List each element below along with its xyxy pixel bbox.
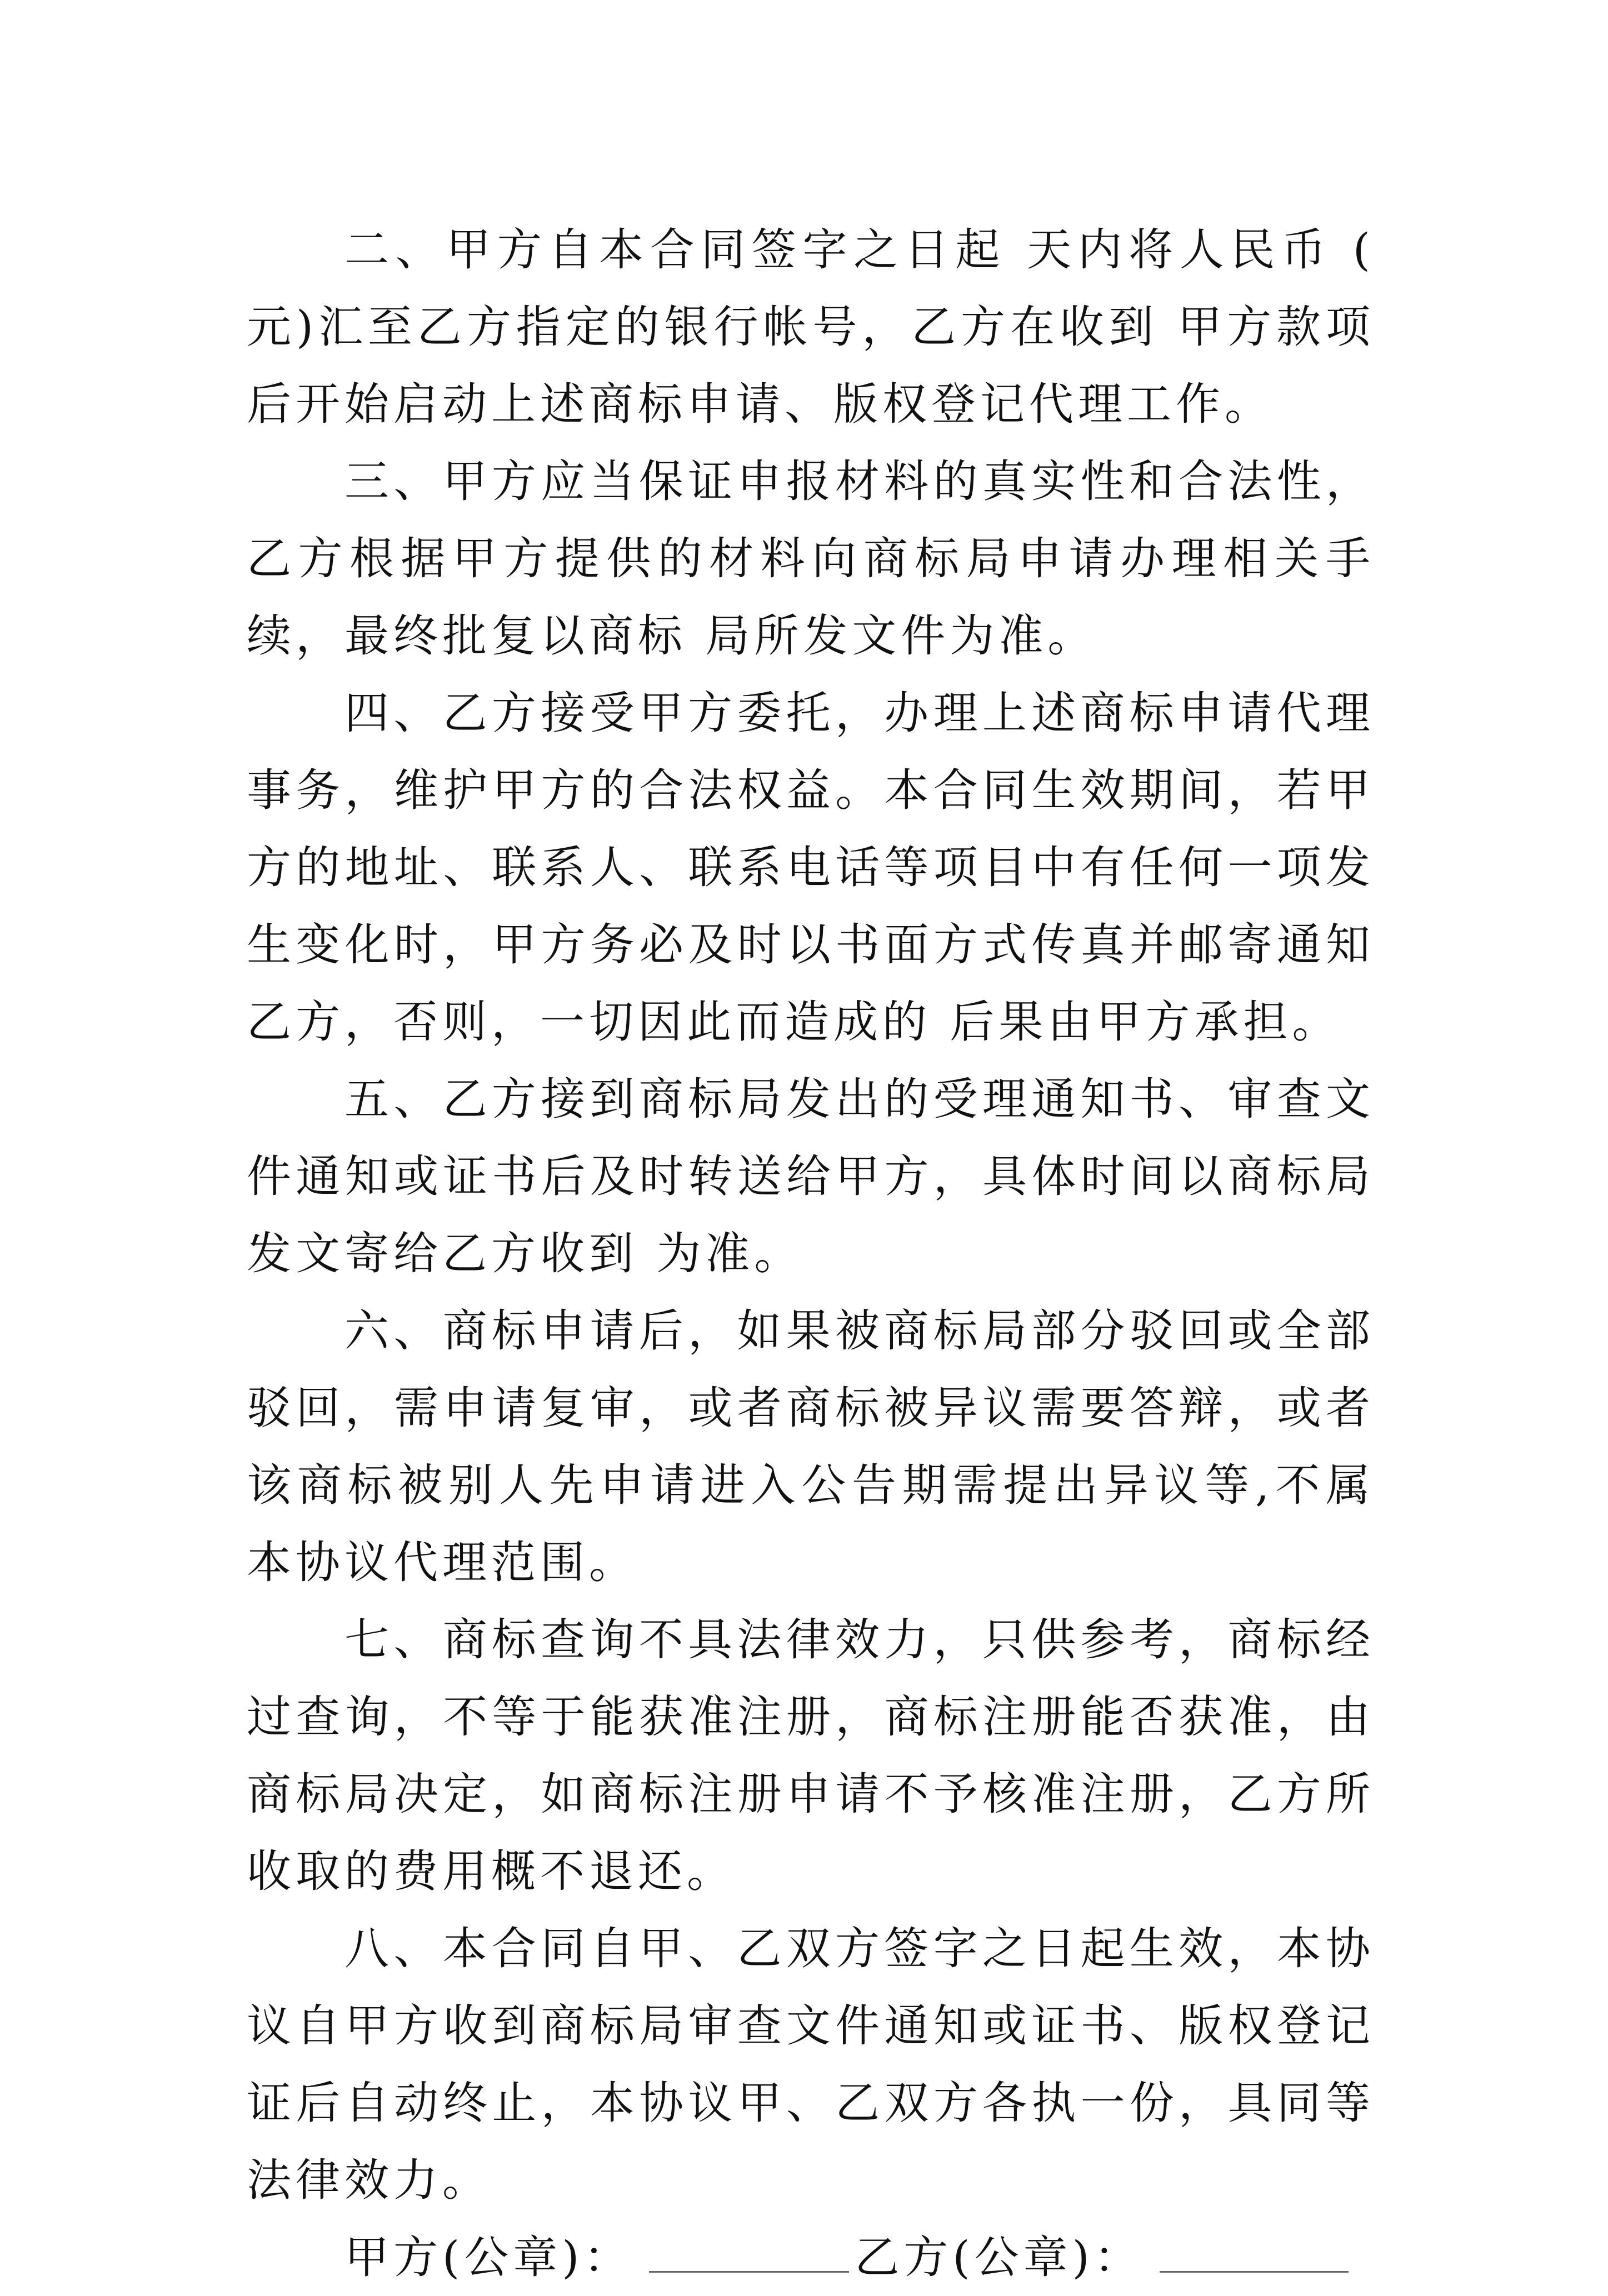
party-a-seal-label: 甲方(公章)：	[344, 2232, 633, 2283]
clause-3: 三、甲方应当保证申报材料的真实性和合法性，乙方根据甲方提供的材料向商标局申请办理相关手续，最终批复以商标 局所发文件为准。	[247, 456, 1375, 662]
clause-5: 五、乙方接到商标局发出的受理通知书、审查文件通知或证书后及时转送给甲方，具体时间以商标局发文寄给乙方收到 为准。	[247, 1073, 1375, 1279]
clause-6: 六、商标申请后，如果被商标局部分驳回或全部驳回，需申请复审，或者商标被异议需要答辩，或者该商标被别人先申请进入公告期需提出异议等,不属本协议代理范围。	[247, 1305, 1375, 1588]
party-b-signature-line	[1160, 2232, 1349, 2273]
clause-7: 七、商标查询不具法律效力，只供参考，商标经过查询，不等于能获准注册，商标注册能否获准，由商标局决定，如商标注册申请不予核准注册，乙方所收取的费用概不退还。	[247, 1614, 1375, 1897]
clause-2: 二、甲方自本合同签字之日起 天内将人民币 ( 元)汇至乙方指定的银行帐号，乙方在收到 甲方款项后开始启动上述商标申请、版权登记代理工作。	[247, 224, 1375, 430]
clause-8: 八、本合同自甲、乙双方签字之日起生效，本协议自甲方收到商标局审查文件通知或证书、版权登记证后自动终止，本协议甲、乙双方各执一份，具同等法律效力。	[247, 1923, 1375, 2206]
party-b-seal-label: 乙方(公章)：	[855, 2232, 1143, 2283]
contract-body	[247, 211, 1375, 2296]
signature-block	[247, 2219, 1375, 2296]
clause-4: 四、乙方接受甲方委托，办理上述商标申请代理事务，维护甲方的合法权益。本合同生效期间，若甲方的地址、联系人、联系电话等项目中有任何一项发生变化时，甲方务必及时以书面方式传真并邮寄通知乙方，否则，一切因此而造成的 后果由甲方承担。	[247, 687, 1375, 1048]
party-a-signature-line	[649, 2232, 849, 2273]
